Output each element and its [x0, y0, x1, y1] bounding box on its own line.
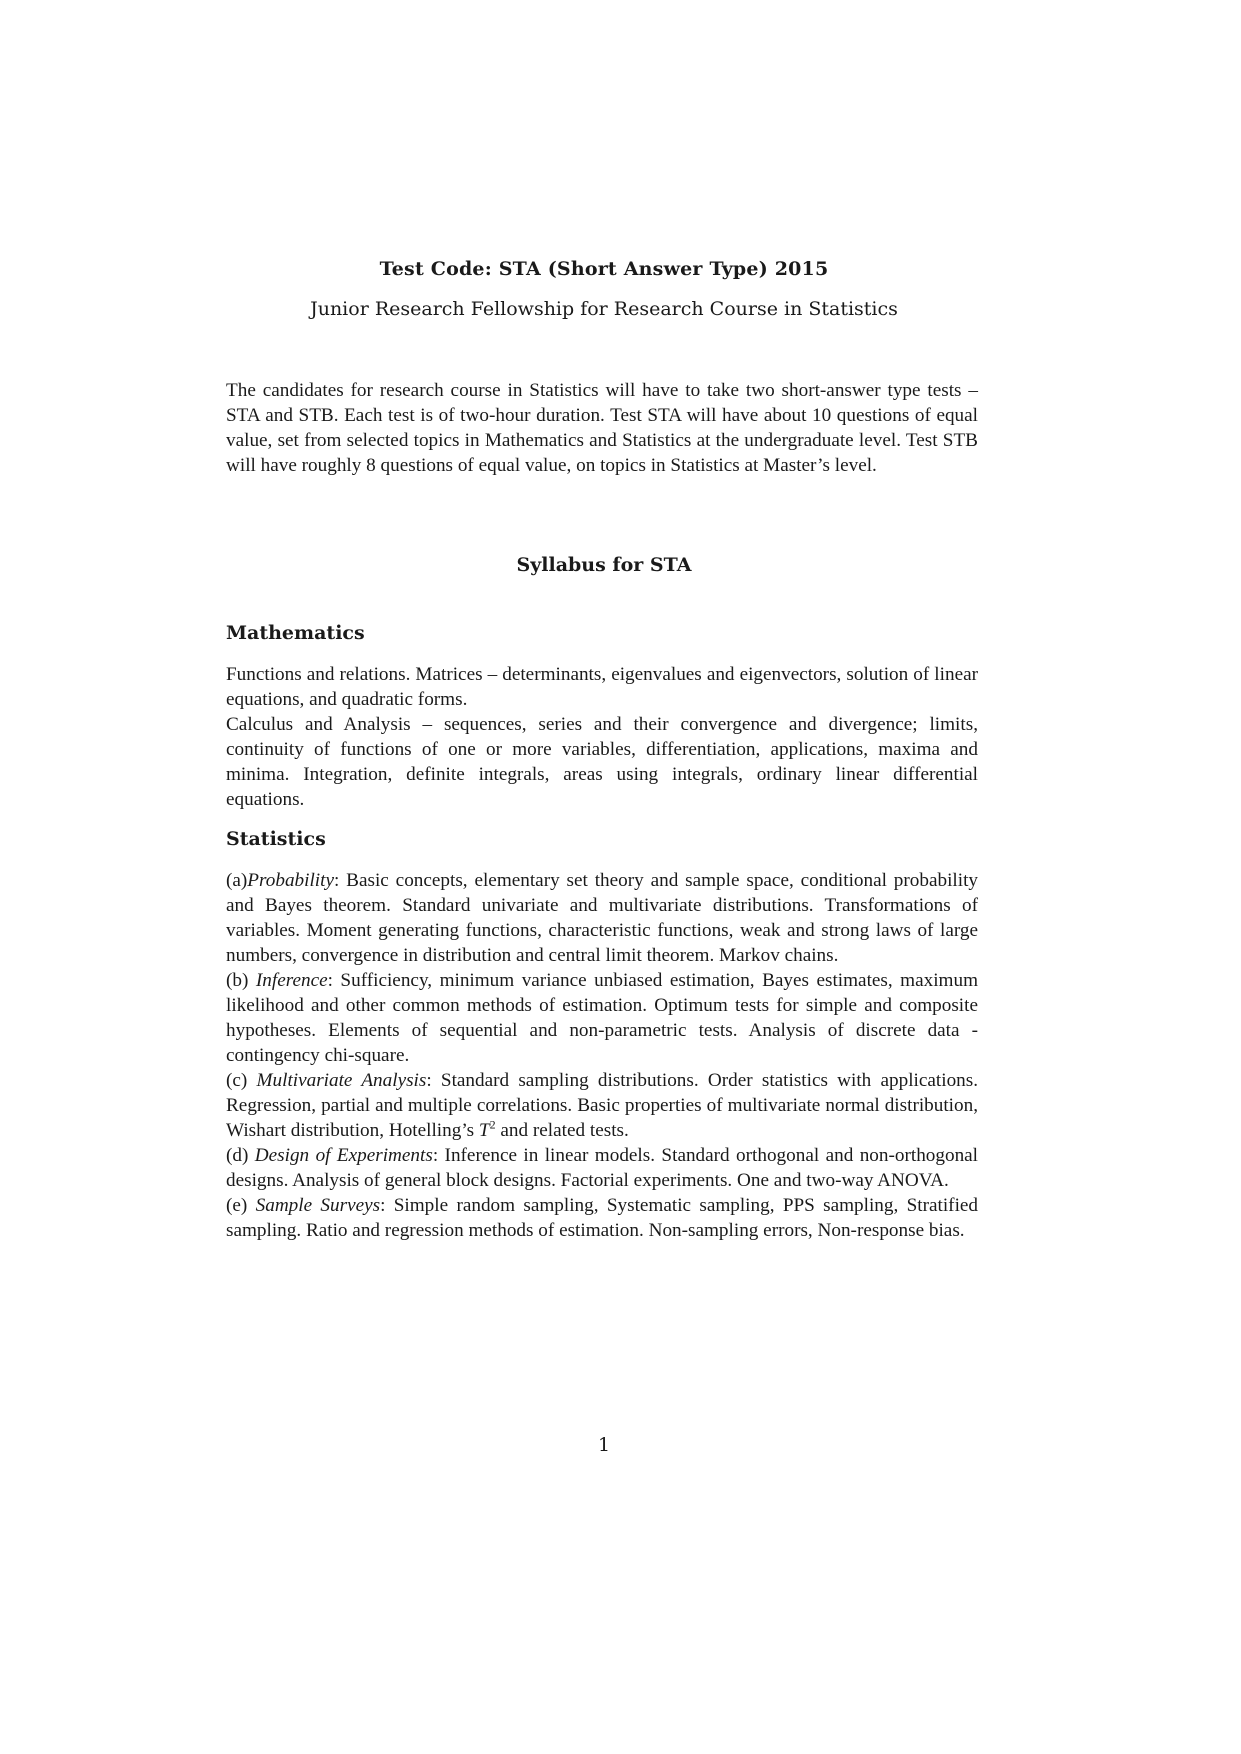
- item-topic: Multivariate Analysis: [256, 1070, 427, 1091]
- intro-text: The candidates for research course in Statistics will have to take two short-answer type tests – STA and STB. Each test is of two-hour duration. Test STA will have about 10 questions of equal value, set from selected topics in Mathematics and Statistics at the undergraduate level. Test STB will have roughly 8 questions of equal value, on topics in Statistics at Master’s level.: [226, 380, 978, 476]
- page-subtitle: Junior Research Fellowship for Research Course in Statistics: [310, 298, 898, 320]
- syllabus-title: Syllabus for STA: [516, 554, 692, 576]
- intro-paragraph: [226, 378, 978, 478]
- item-text: : Basic concepts, elementary set theory and sample space, conditional probability and Bayes theorem. Standard univariate and multivariate distributions. Transformations of variables. Moment generating functions, characteristic functions, weak and strong laws of large numbers, convergence in distribution and central limit theorem. Markov chains.: [226, 870, 978, 966]
- statistics-item-multivariate: [226, 1068, 978, 1143]
- item-prefix: (b): [226, 970, 256, 991]
- mathematics-heading: Mathematics: [226, 622, 365, 644]
- item-text: : Sufficiency, minimum variance unbiased estimation, Bayes estimates, maximum likelihood and other common methods of estimation. Optimum tests for simple and composite hypotheses. Elements of sequential and non-parametric tests. Analysis of discrete data - contingency chi-square.: [226, 970, 978, 1066]
- mathematics-paragraph-2: Calculus and Analysis – sequences, series and their convergence and divergence; limits, continuity of functions of one or more variables, differentiation, applications, maxima and minima. Integration, definite integrals, areas using integrals, ordinary linear differential equations.: [226, 714, 978, 810]
- item-prefix: (d): [226, 1145, 255, 1166]
- page-number: 1: [597, 1434, 611, 1456]
- mathematics-section: [226, 662, 978, 812]
- statistics-item-inference: [226, 968, 978, 1068]
- statistics-heading: Statistics: [226, 828, 326, 850]
- statistics-item-surveys: [226, 1193, 978, 1243]
- page-title: Test Code: STA (Short Answer Type) 2015: [379, 258, 829, 280]
- item-text: : Standard sampling distributions. Order statistics with applications. Regression, partial and multiple correlations. Basic properties of multivariate normal distribution, Wishart distribution, Hotelling’s: [226, 1070, 979, 1141]
- statistics-item-probability: [226, 868, 978, 968]
- item-prefix: (c): [226, 1070, 257, 1091]
- item-topic: Probability: [247, 870, 334, 891]
- item-prefix: (e): [226, 1195, 256, 1216]
- item-text: : Simple random sampling, Systematic sampling, PPS sampling, Stratified sampling. Ratio and regression methods of estimation. Non-sampling errors, Non-response bias.: [226, 1195, 979, 1241]
- item-text: : Inference in linear models. Standard orthogonal and non-orthogonal designs. Analysis of general block designs. Factorial experiments. One and two-way ANOVA.: [226, 1145, 979, 1191]
- item-topic: Inference: [255, 970, 328, 991]
- item-topic: Design of Experiments: [254, 1145, 433, 1166]
- statistics-section: [226, 868, 978, 1243]
- item-prefix: (a): [226, 870, 248, 891]
- mathematics-paragraph-1: Functions and relations. Matrices – determinants, eigenvalues and eigenvectors, solution of linear equations, and quadratic forms.: [226, 664, 978, 710]
- item-topic: Sample Surveys: [255, 1195, 381, 1216]
- statistics-item-design: [226, 1143, 978, 1193]
- math-symbol-t: T: [478, 1120, 490, 1141]
- math-superscript: 2: [489, 1117, 496, 1132]
- item-text-continued: and related tests.: [495, 1120, 629, 1141]
